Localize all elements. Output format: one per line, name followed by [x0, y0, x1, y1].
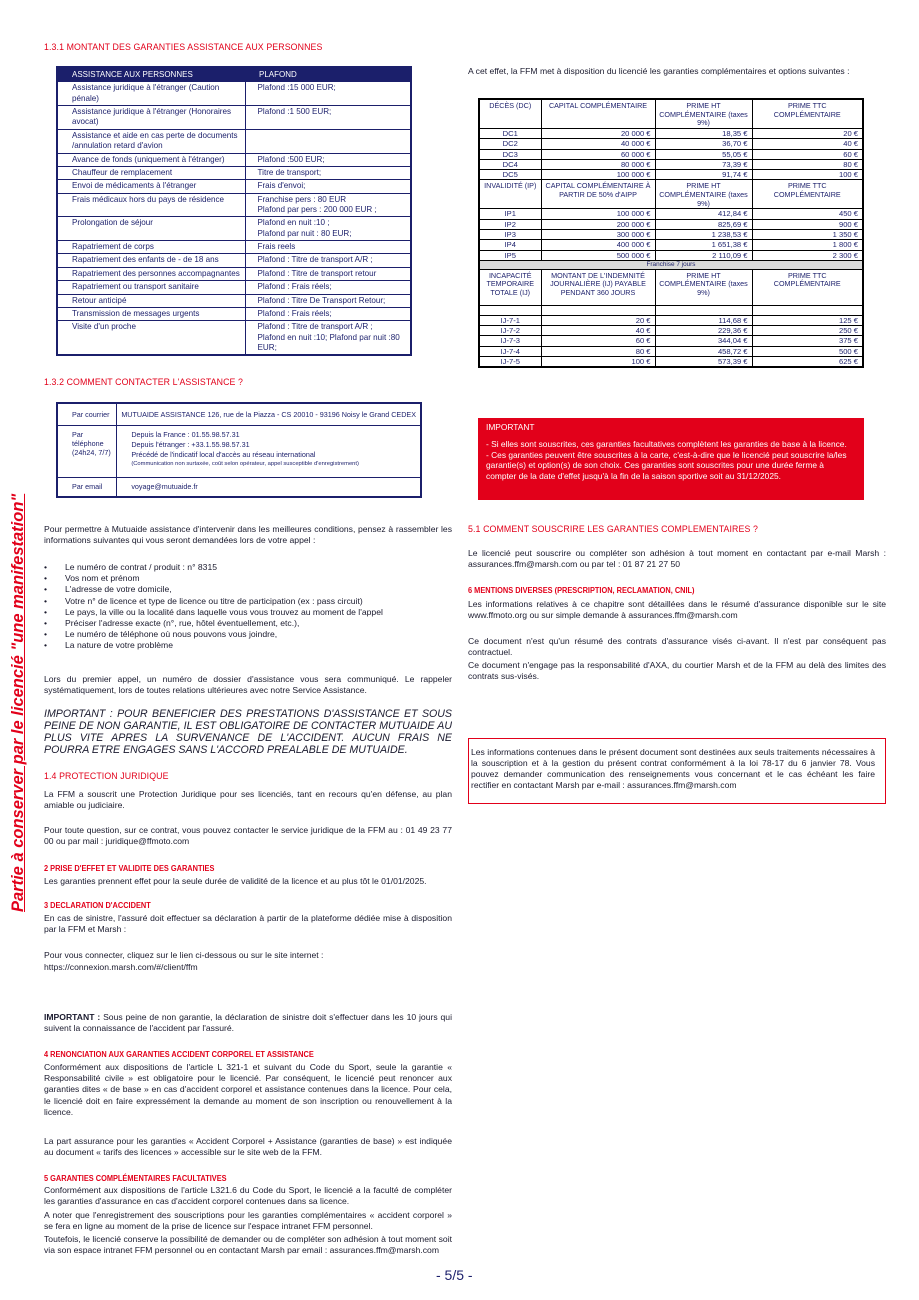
- column-header: CAPITAL COMPLÉMENTAIRE: [541, 99, 655, 128]
- list-item: • Le numéro de téléphone où nous pouvons vous joindre,: [44, 629, 452, 640]
- table-row: [479, 315, 863, 325]
- table-cell: 450 €: [752, 209, 863, 219]
- table-row: [479, 326, 863, 336]
- table-row: [479, 219, 863, 229]
- table-cell: 2 300 €: [752, 250, 863, 260]
- intro-text: Pour permettre à Mutuaide assistance d'intervenir dans les meilleures conditions, pensez à rassembler les informations suivantes qui vous seront demandées lors de votre appel :: [44, 524, 452, 546]
- table-header-row: [479, 99, 863, 128]
- section-2-title: 2 PRISE D'EFFET ET VALIDITE DES GARANTIES: [44, 863, 215, 873]
- table-cell: 100 000 €: [541, 170, 655, 180]
- table-cell: 1 651,38 €: [655, 240, 752, 250]
- table-row: [479, 159, 863, 169]
- assistance-label-cell: Rapatriement de corps: [57, 241, 245, 254]
- table-row: [479, 128, 863, 138]
- tel-etranger: Depuis l'étranger : +33.1.55.98.57.31: [131, 439, 250, 449]
- table-cell: 500 €: [752, 346, 863, 356]
- s51-text: Le licencié peut souscrire ou compléter son adhésion à tout moment en contactant par e-mail Marsh : assurances.ffm@marsh.com ou par tel : 01 87 21 27 50: [468, 548, 886, 570]
- assistance-value-cell: Plafond :15 000 EUR;: [245, 82, 411, 106]
- contact-table: [56, 402, 422, 498]
- column-header: PRIME HT COMPLÉMENTAIRE (taxes 9%): [655, 99, 752, 128]
- table-cell: 573,39 €: [655, 356, 752, 367]
- table-cell: 80 €: [752, 159, 863, 169]
- table-row: [57, 254, 411, 267]
- assistance-label-cell: Assistance juridique à l'étranger (Honoraires avocat): [57, 106, 245, 130]
- s4-p2: La part assurance pour les garanties « Accident Corporel + Assistance (garanties de base) » est indiquée au document « tarifs des licences » accessible sur le site web de la FFM.: [44, 1136, 452, 1158]
- table-row: [57, 166, 411, 179]
- franchise-row: [479, 260, 863, 269]
- section-5-title: 5 GARANTIES COMPLÉMENTAIRES FACULTATIVES: [44, 1173, 227, 1183]
- table-cell: 20 000 €: [541, 128, 655, 138]
- s5-p1: Conformément aux dispositions de l'article L321.6 du Code du Sport, le licencié a la faculté de compléter les garanties d'assurance en cas d'accident corporel contenues dans sa licence.: [44, 1185, 452, 1207]
- table-cell: 2 110,09 €: [655, 250, 752, 260]
- table-row: [57, 82, 411, 106]
- column-header: INCAPACITÉ TEMPORAIRE TOTALE (IJ): [479, 269, 541, 305]
- table-cell: 458,72 €: [655, 346, 752, 356]
- s3-important-rest: Sous peine de non garantie, la déclaration de sinistre doit s'effectuer dans les 10 jours qui suivent la connaissance de l'accident par l'assuré.: [44, 1012, 452, 1034]
- table-row: [57, 321, 411, 356]
- assistance-label-cell: Frais médicaux hors du pays de résidence: [57, 193, 245, 217]
- assistance-value-cell: Franchise pers : 80 EUR Plafond par pers : 200 000 EUR ;: [245, 193, 411, 217]
- list-item: • Vos nom et prénom: [44, 573, 452, 584]
- table-cell: 300 000 €: [541, 229, 655, 239]
- assistance-label-cell: Prolongation de séjour: [57, 217, 245, 241]
- table-cell: 100 000 €: [541, 209, 655, 219]
- column-header: CAPITAL COMPLÉMENTAIRE À PARTIR DE 50% d'AIPP: [541, 180, 655, 209]
- table-cell: DC4: [479, 159, 541, 169]
- table-cell: IJ-7-2: [479, 326, 541, 336]
- table-cell: DC5: [479, 170, 541, 180]
- table-row: [57, 153, 411, 166]
- table-row: [479, 336, 863, 346]
- table-cell: IP1: [479, 209, 541, 219]
- important-line-1: - Si elles sont souscrites, ces garanties facultatives complètent les garanties de base à la licence.: [486, 438, 847, 449]
- s6-p3: Ce document n'engage pas la responsabilité d'AXA, du courtier Marsh et de la FFM au delà des limites des contrats sus-visés.: [468, 660, 886, 682]
- table-row: [479, 250, 863, 260]
- table-cell: 125 €: [752, 315, 863, 325]
- table-cell: DC1: [479, 128, 541, 138]
- assistance-label-cell: Rapatriement ou transport sanitaire: [57, 281, 245, 294]
- section-4-title: 4 RENONCIATION AUX GARANTIES ACCIDENT CORPOREL ET ASSISTANCE: [44, 1049, 314, 1059]
- table-cell: IP3: [479, 229, 541, 239]
- list-item: • L'adresse de votre domicile,: [44, 584, 452, 595]
- list-item: • Le numéro de contrat / produit : n° 8315: [44, 562, 452, 573]
- info-list: [44, 562, 452, 651]
- s6-p2: Ce document n'est qu'un résumé des contrats d'assurance visés ci-avant. Il n'est par conséquent pas contractuel.: [468, 636, 886, 658]
- section-132-title: 1.3.2 COMMENT CONTACTER L'ASSISTANCE ?: [44, 377, 244, 387]
- right-intro: A cet effet, la FFM met à disposition du licencié les garanties complémentaires et options suivantes :: [468, 66, 850, 76]
- table-row: [479, 346, 863, 356]
- table-cell: 412,84 €: [655, 209, 752, 219]
- table-cell: 400 000 €: [541, 240, 655, 250]
- assistance-value-cell: Plafond en nuit :10 ; Plafond par nuit : 80 EUR;: [245, 217, 411, 241]
- table-row: [57, 267, 411, 280]
- column-header: MONTANT DE L'INDEMNITÉ JOURNALIÈRE (IJ) PAYABLE PENDANT 360 JOURS: [541, 269, 655, 305]
- assistance-header-col2: PLAFOND: [245, 67, 411, 82]
- table-row: [57, 106, 411, 130]
- section-51-title: 5.1 COMMENT SOUSCRIRE LES GARANTIES COMPLEMENTAIRES ?: [468, 524, 758, 534]
- table-cell: 20 €: [541, 315, 655, 325]
- table-row: [479, 170, 863, 180]
- list-item: • Votre n° de licence et type de licence ou titre de participation (ex : pass circuit): [44, 596, 452, 607]
- table-row: [57, 129, 411, 153]
- table-cell: 1 350 €: [752, 229, 863, 239]
- table-cell: IJ-7-5: [479, 356, 541, 367]
- table-row: [57, 180, 411, 193]
- table-row: [57, 241, 411, 254]
- s3-p2: Pour vous connecter, cliquez sur le lien ci-dessous ou sur le site internet :: [44, 950, 324, 960]
- table-row: [479, 149, 863, 159]
- assistance-label-cell: Avance de fonds (uniquement à l'étranger): [57, 153, 245, 166]
- important-line-2: - Ces garanties peuvent être souscrites à la carte, c'est-à-dire que le licencié peut souscrire la/les garantie(s) et option(s) de son choix. Ces garanties sont souscrites pour une durée ferme à compter de la date d'effet jusqu'à la fin de la saison sportive soit au 31/12/2025.: [486, 449, 847, 481]
- tel-small-note: (Communication non surtaxée, coût selon opérateur, appel susceptible d'enregistrement): [131, 460, 359, 467]
- column-header: INVALIDITÉ (IP): [479, 180, 541, 209]
- legal-text: Les informations contenues dans le présent document sont destinées aux seuls traitements nécessaires à la souscription et à la gestion du présent contrat conformément à la loi 78-17 du 6 janvier 78. Vous pouvez demander communication des renseignements vous concernant et le cas échéant les faire rectifier en contactant Marsh par e-mail : assurances.ffm@marsh.com: [471, 747, 875, 790]
- s14-p2: Pour toute question, sur ce contrat, vous pouvez contacter le service juridique de la FFM au : 01 49 23 77 00 ou par mail : juridique@ffmoto.com: [44, 825, 452, 847]
- assistance-table: [56, 66, 412, 356]
- column-header: DÉCÈS (DC): [479, 99, 541, 128]
- table-cell: 60 €: [752, 149, 863, 159]
- table-row: [57, 281, 411, 294]
- tel-france: Depuis la France : 01.55.98.57.31: [131, 429, 240, 439]
- table-cell: IJ-7-4: [479, 346, 541, 356]
- table-cell: 825,69 €: [655, 219, 752, 229]
- table-cell: 229,36 €: [655, 326, 752, 336]
- table-cell: IP5: [479, 250, 541, 260]
- courrier-value: MUTUAIDE ASSISTANCE 126, rue de la Piazza - CS 20010 - 93196 Noisy le Grand CEDEX: [117, 403, 421, 425]
- table-row: [57, 307, 411, 320]
- email-label: Par email: [57, 477, 117, 497]
- assistance-value-cell: Plafond : Titre de transport A/R ;: [245, 254, 411, 267]
- s5-p3: Toutefois, le licencié conserve la possibilité de demander ou de compléter son adhésion à tout moment soit via son espace intranet FFM personnel ou en contactant Marsh par email : assurances.ffm@marsh.com: [44, 1234, 452, 1256]
- table-cell: DC3: [479, 149, 541, 159]
- email-value[interactable]: voyage@mutuaide.fr: [117, 477, 421, 497]
- guarantees-table: [478, 98, 864, 368]
- tel-values: [117, 425, 421, 477]
- section-6-title: 6 MENTIONS DIVERSES (PRESCRIPTION, RECLAMATION, CNIL): [468, 585, 695, 595]
- assistance-value-cell: Plafond : Titre De Transport Retour;: [245, 294, 411, 307]
- table-cell: 91,74 €: [655, 170, 752, 180]
- assistance-value-cell: Plafond : Titre de transport retour: [245, 267, 411, 280]
- assistance-label-cell: Rapatriement des personnes accompagnantes: [57, 267, 245, 280]
- assistance-value-cell: Plafond : Frais réels;: [245, 307, 411, 320]
- s3-link[interactable]: https://connexion.marsh.com/#/client/ffm: [44, 962, 198, 972]
- s6-p1: Les informations relatives à ce chapitre sont détaillées dans le résumé d'assurance disponible sur le site www.ffmoto.org ou sur simple demande à assurances.ffm@marsh.com: [468, 599, 886, 621]
- table-cell: 20 €: [752, 128, 863, 138]
- assistance-value-cell: Frais reels: [245, 241, 411, 254]
- section-131-title: 1.3.1 MONTANT DES GARANTIES ASSISTANCE AUX PERSONNES: [44, 42, 323, 52]
- table-cell: 18,35 €: [655, 128, 752, 138]
- column-header: PRIME TTC COMPLÉMENTAIRE: [752, 180, 863, 209]
- section-14-title: 1.4 PROTECTION JURIDIQUE: [44, 771, 169, 781]
- table-header-row: [479, 180, 863, 209]
- table-row: [479, 240, 863, 250]
- column-header: PRIME HT COMPLÉMENTAIRE (taxes 9%): [655, 180, 752, 209]
- assistance-label-cell: Rapatriement des enfants de - de 18 ans: [57, 254, 245, 267]
- table-cell: IJ-7-1: [479, 315, 541, 325]
- assistance-value-cell: Plafond : Frais réels;: [245, 281, 411, 294]
- s4-p1: Conformément aux dispositions de l'article L 321-1 et suivant du Code du Sport, seule la garantie « Responsabilité civile » est obligatoire pour le licencié. Par conséquent, le licencié peut renoncer aux garanties dites « de base » en cas d'accident corporel et assistance contenues dans la licence. Pour cela, le licencié doit en faire expressément la demande au moment de son inscription ou renouvellement à la licence.: [44, 1062, 452, 1117]
- table-cell: 60 €: [541, 336, 655, 346]
- courrier-label: Par courrier: [57, 403, 117, 425]
- table-cell: 55,05 €: [655, 149, 752, 159]
- s5-p2: A noter que l'enregistrement des souscriptions pour les garanties complémentaires « accident corporel » se fera en ligne au moment de la prise de licence sur l'espace intranet FFM personnel.: [44, 1210, 452, 1232]
- table-cell: 900 €: [752, 219, 863, 229]
- s3-important: [44, 1012, 452, 1034]
- franchise-label: Franchise 7 jours: [479, 260, 863, 269]
- empty-cell: [752, 305, 863, 315]
- assistance-label-cell: Transmission de messages urgents: [57, 307, 245, 320]
- table-cell: 344,04 €: [655, 336, 752, 346]
- tel-label: Par téléphone (24h24, 7/7): [57, 425, 117, 477]
- table-cell: 200 000 €: [541, 219, 655, 229]
- assistance-value-cell: Titre de transport;: [245, 166, 411, 179]
- table-cell: DC2: [479, 139, 541, 149]
- table-cell: 114,68 €: [655, 315, 752, 325]
- table-row: [479, 209, 863, 219]
- table-cell: 100 €: [541, 356, 655, 367]
- list-item: • La nature de votre problème: [44, 640, 452, 651]
- table-cell: 80 000 €: [541, 159, 655, 169]
- table-row: [57, 193, 411, 217]
- table-header-row: [479, 269, 863, 305]
- assistance-value-cell: [245, 129, 411, 153]
- empty-cell: [541, 305, 655, 315]
- assistance-label-cell: Assistance et aide en cas perte de documents /annulation retard d'avion: [57, 129, 245, 153]
- assistance-value-cell: Plafond :500 EUR;: [245, 153, 411, 166]
- table-row: [57, 217, 411, 241]
- column-header: PRIME HT COMPLÉMENTAIRE (taxes 9%): [655, 269, 752, 305]
- table-cell: 36,70 €: [655, 139, 752, 149]
- table-cell: 73,39 €: [655, 159, 752, 169]
- table-cell: IP4: [479, 240, 541, 250]
- assistance-value-cell: Plafond : Titre de transport A/R ; Plafond en nuit :10; Plafond par nuit :80 EUR;: [245, 321, 411, 356]
- table-row: [479, 356, 863, 367]
- assistance-value-cell: Frais d'envoi;: [245, 180, 411, 193]
- list-item: • Le pays, la ville ou la localité dans laquelle vous vous trouvez au moment de l'appel: [44, 607, 452, 618]
- table-row: [479, 229, 863, 239]
- list-item: • Préciser l'adresse exacte (n°, rue, hôtel éventuellement, etc.),: [44, 618, 452, 629]
- section-3-title: 3 DECLARATION D'ACCIDENT: [44, 900, 151, 910]
- s3-important-label: IMPORTANT :: [44, 1012, 104, 1022]
- s2-text: Les garanties prennent effet pour la seule durée de validité de la licence et au plus tôt le 01/01/2025.: [44, 876, 427, 886]
- column-header: PRIME TTC COMPLÉMENTAIRE: [752, 99, 863, 128]
- table-cell: 375 €: [752, 336, 863, 346]
- table-cell: 80 €: [541, 346, 655, 356]
- assistance-label-cell: Retour anticipé: [57, 294, 245, 307]
- table-cell: 40 €: [752, 139, 863, 149]
- table-cell: 40 000 €: [541, 139, 655, 149]
- important-caps: IMPORTANT : POUR BENEFICIER DES PRESTATIONS D'ASSISTANCE ET SOUS PEINE DE NON GARANTIE, IL EST OBLIGATOIRE DE CONTACTER MUTUAIDE AU PLUS VITE APRES LA SURVENANCE DE L'ACCIDENT. AUCUN FRAIS NE POURRA ETRE ENGAGES SANS L'ACCORD PREALABLE DE MUTUAIDE.: [44, 708, 452, 756]
- table-cell: 250 €: [752, 326, 863, 336]
- table-row: [479, 139, 863, 149]
- first-call-text: Lors du premier appel, un numéro de dossier d'assistance vous sera communiqué. Le rappeler systématiquement, lors de toutes relations ultérieures avec notre Service Assistance.: [44, 674, 452, 696]
- assistance-label-cell: Assistance juridique à l'étranger (Caution pénale): [57, 82, 245, 106]
- table-cell: 500 000 €: [541, 250, 655, 260]
- assistance-label-cell: Envoi de médicaments à l'étranger: [57, 180, 245, 193]
- spacer-row: [479, 305, 863, 315]
- tel-note: Précédé de l'indicatif local d'accès au réseau international: [131, 449, 316, 459]
- assistance-label-cell: Chauffeur de remplacement: [57, 166, 245, 179]
- side-note: Partie à conserver par le licencié "une manifestation": [9, 493, 27, 912]
- s14-p1: La FFM a souscrit une Protection Juridique pour ses licenciés, tant en recours qu'en défense, au plan amiable ou judiciaire.: [44, 789, 452, 811]
- assistance-value-cell: Plafond :1 500 EUR;: [245, 106, 411, 130]
- assistance-header-col1: ASSISTANCE AUX PERSONNES: [57, 67, 245, 82]
- table-cell: 1 800 €: [752, 240, 863, 250]
- table-cell: 1 238,53 €: [655, 229, 752, 239]
- table-cell: IJ-7-3: [479, 336, 541, 346]
- important-box: [478, 418, 864, 500]
- table-cell: IP2: [479, 219, 541, 229]
- table-cell: 100 €: [752, 170, 863, 180]
- column-header: PRIME TTC COMPLÉMENTAIRE: [752, 269, 863, 305]
- table-row: [57, 294, 411, 307]
- important-title: IMPORTANT: [486, 422, 535, 432]
- table-cell: 40 €: [541, 326, 655, 336]
- legal-notice-box: [468, 738, 886, 804]
- s3-p1: En cas de sinistre, l'assuré doit effectuer sa déclaration à partir de la plateforme dédiée mise à disposition par la FFM et Marsh :: [44, 913, 452, 935]
- table-cell: 60 000 €: [541, 149, 655, 159]
- empty-cell: [479, 305, 541, 315]
- page-number: - 5/5 -: [436, 1267, 473, 1283]
- assistance-label-cell: Visite d'un proche: [57, 321, 245, 356]
- table-cell: 625 €: [752, 356, 863, 367]
- empty-cell: [655, 305, 752, 315]
